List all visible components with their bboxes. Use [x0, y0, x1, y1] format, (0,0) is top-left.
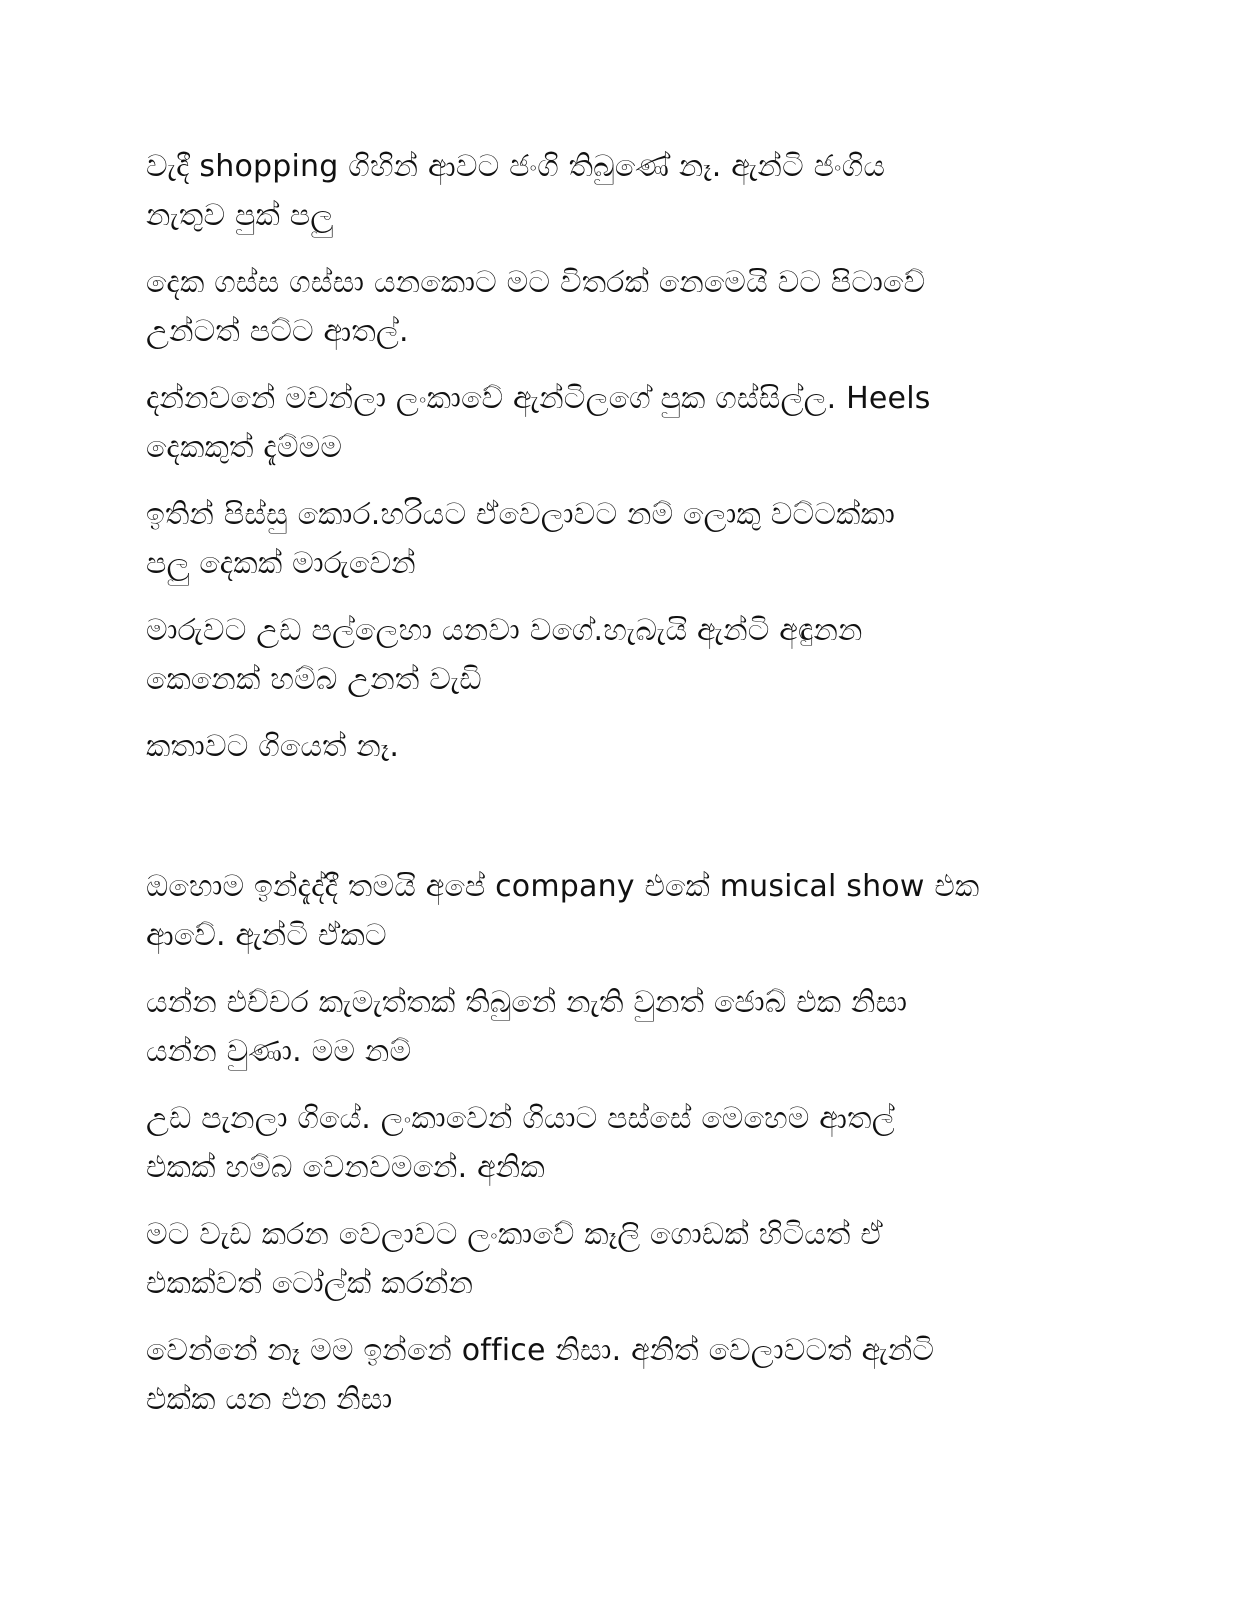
text-line: නැතුව පුක් පලු	[146, 198, 334, 233]
text-line: දෙකකුත් දැම්මම	[146, 430, 343, 465]
text-line: මට වැඩ කරන වෙලාවට ලංකාවේ කෑලි ගොඩක් හිටියත් ඒ	[146, 1217, 883, 1252]
text-line: ඔහොම ඉන්දැද්දී තමයි අපේ company එකේ musical show එක	[146, 869, 980, 904]
paragraph	[146, 606, 1106, 704]
text-line: යන්න වුණා. මම නම්	[146, 1034, 412, 1069]
text-line: කෙනෙක් හම්බ උනත් වැඩි	[146, 662, 482, 697]
paragraph	[146, 490, 1106, 588]
paragraph	[146, 1326, 1106, 1424]
paragraph	[146, 722, 1106, 771]
text-line: ආවේ. ඇන්ටි ඒකට	[146, 918, 387, 953]
paragraph	[146, 1210, 1106, 1308]
text-line: වෙන්නේ නෑ මම ඉන්නේ office නිසා. අනිත් වෙලාවටත් ඇන්ටි	[146, 1333, 935, 1368]
text-line: දෙක ගස්ස ගස්සා යනකොට මට විතරක් නෙමෙයි වට පිටාවේ	[146, 265, 926, 300]
text-line: යන්න එච්චර කැමැත්තක් තිබුනේ නැති වුනත් ජොබ් එක නිසා	[146, 985, 908, 1020]
text-line: උඩ පැනලා ගියේ. ලංකාවෙන් ගියාට පස්සේ මෙහෙම ආතල්	[146, 1101, 895, 1136]
paragraph	[146, 978, 1106, 1076]
text-line: එක්ක යන එන නිසා	[146, 1382, 393, 1417]
text-line: එකක්වත් ටෝල්ක් කරන්න	[146, 1266, 474, 1301]
paragraph	[146, 142, 1106, 240]
paragraph	[146, 862, 1106, 960]
text-line: කතාවට ගියෙත් නෑ.	[146, 729, 400, 764]
text-line: මාරුවට උඩ පල්ලෙහා යනවා වගේ.හැබැයි ඇන්ටි අඳුනන	[146, 613, 863, 648]
text-line: එකක් හම්බ වෙනවමනේ. අනික	[146, 1150, 545, 1185]
text-line: උන්ටත් පට්ට ආතල්.	[146, 314, 409, 349]
paragraph	[146, 1094, 1106, 1192]
paragraph	[146, 258, 1106, 356]
text-line: වැදී shopping ගිහින් ආවට ජංගි තිබුණේ නෑ. ඇන්ටි ජංගිය	[146, 149, 886, 184]
paragraph	[146, 374, 1106, 472]
text-line: දන්නවනේ මචන්ලා ලංකාවේ ඇන්ටිලගේ පුක ගස්සිල්ල. Heels	[146, 381, 931, 416]
text-line: ඉතින් පිස්සු කොර.හරියට ඒවෙලාවට නම් ලොකු වට්ටක්කා	[146, 497, 896, 532]
text-line: පලු දෙකක් මාරුවෙන්	[146, 546, 416, 581]
